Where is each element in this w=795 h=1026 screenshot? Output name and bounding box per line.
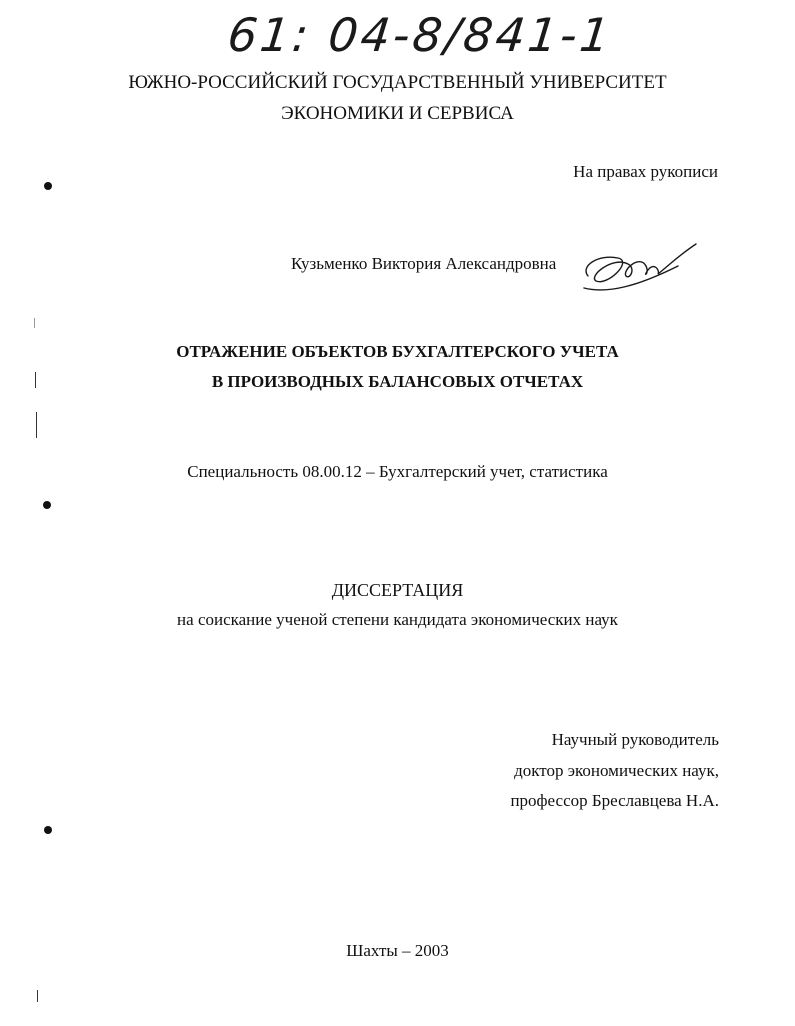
- title-line1: ОТРАЖЕНИЕ ОБЪЕКТОВ БУХГАЛТЕРСКОГО УЧЕТА: [176, 342, 619, 361]
- degree-sought: на соискание ученой степени кандидата экономических наук: [177, 610, 618, 629]
- manuscript-note: На правах рукописи: [573, 162, 718, 181]
- document-type: ДИССЕРТАЦИЯ: [331, 580, 464, 600]
- author-signature: [578, 236, 708, 298]
- punch-hole-mark: [44, 826, 52, 834]
- supervisor-name: профессор Бреславцева Н.А.: [510, 791, 719, 810]
- specialty: Специальность 08.00.12 – Бухгалтерский учет, статистика: [187, 462, 608, 481]
- city-year: Шахты – 2003: [346, 941, 449, 960]
- archive-code: 61: 04-8/841-1: [225, 8, 616, 62]
- supervisor-degree: доктор экономических наук,: [514, 761, 719, 780]
- margin-mark: [34, 318, 35, 328]
- punch-hole-mark: [43, 501, 51, 509]
- punch-hole-mark: [44, 182, 52, 190]
- author-name: Кузьменко Виктория Александровна: [291, 254, 557, 273]
- margin-mark: [37, 990, 38, 1002]
- university-name-line2: ЭКОНОМИКИ И СЕРВИСА: [281, 103, 514, 124]
- margin-mark: [36, 412, 37, 438]
- margin-mark: [35, 372, 36, 388]
- supervisor-role: Научный руководитель: [551, 730, 719, 749]
- university-name-line1: ЮЖНО-РОССИЙСКИЙ ГОСУДАРСТВЕННЫЙ УНИВЕРСИТЕТ: [128, 72, 667, 93]
- title-line2: В ПРОИЗВОДНЫХ БАЛАНСОВЫХ ОТЧЕТАХ: [211, 372, 584, 391]
